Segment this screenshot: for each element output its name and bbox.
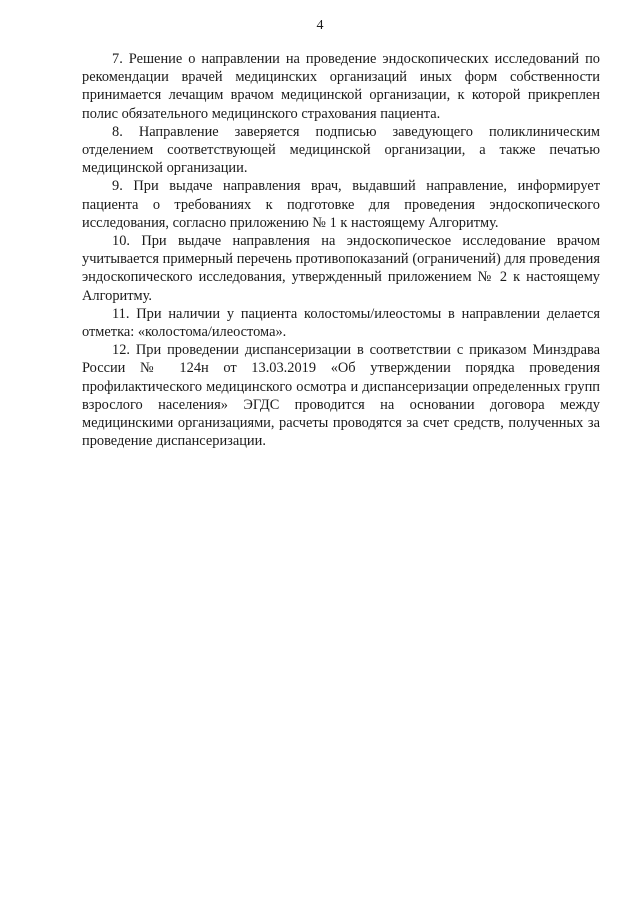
- paragraph-8: 8. Направление заверяется подписью заведующего поликлиническим отделением соответствующей медицинской организации, а также печатью медицинской организации.: [82, 123, 600, 177]
- paragraph-10: 10. При выдаче направления на эндоскопическое исследование врачом учитывается примерный перечень противопоказаний (ограничений) для проведения эндоскопического исследования, утвержденный приложением № 2 к настоящему Алгоритму.: [82, 233, 600, 304]
- paragraph-9: 9. При выдаче направления врач, выдавший направление, информирует пациента о требованиях к подготовке для проведения эндоскопического исследования, согласно приложению № 1 к настоящему Алгоритму.: [82, 178, 600, 231]
- document-body: [82, 50, 600, 450]
- page-number: 4: [316, 18, 324, 33]
- paragraph-11: 11. При наличии у пациента колостомы/илеостомы в направлении делается отметка: «колостома/илеостома».: [82, 305, 600, 341]
- paragraph-12: 12. При проведении диспансеризации в соответствии с приказом Минздрава России № 124н от 13.03.2019 «Об утверждении порядка проведения профилактического медицинского осмотра и диспансеризации определенных групп взрослого населения» ЭГДС проводится на основании договора между медицинскими организациями, расчеты проводятся за счет средств, полученных за проведение диспансеризации.: [82, 342, 600, 450]
- paragraph-7: 7. Решение о направлении на проведение эндоскопических исследований по рекомендации врачей медицинских организаций иных форм собственности принимается лечащим врачом медицинской организации, к которой прикреплен полис обязательного медицинского страхования пациента.: [82, 51, 600, 122]
